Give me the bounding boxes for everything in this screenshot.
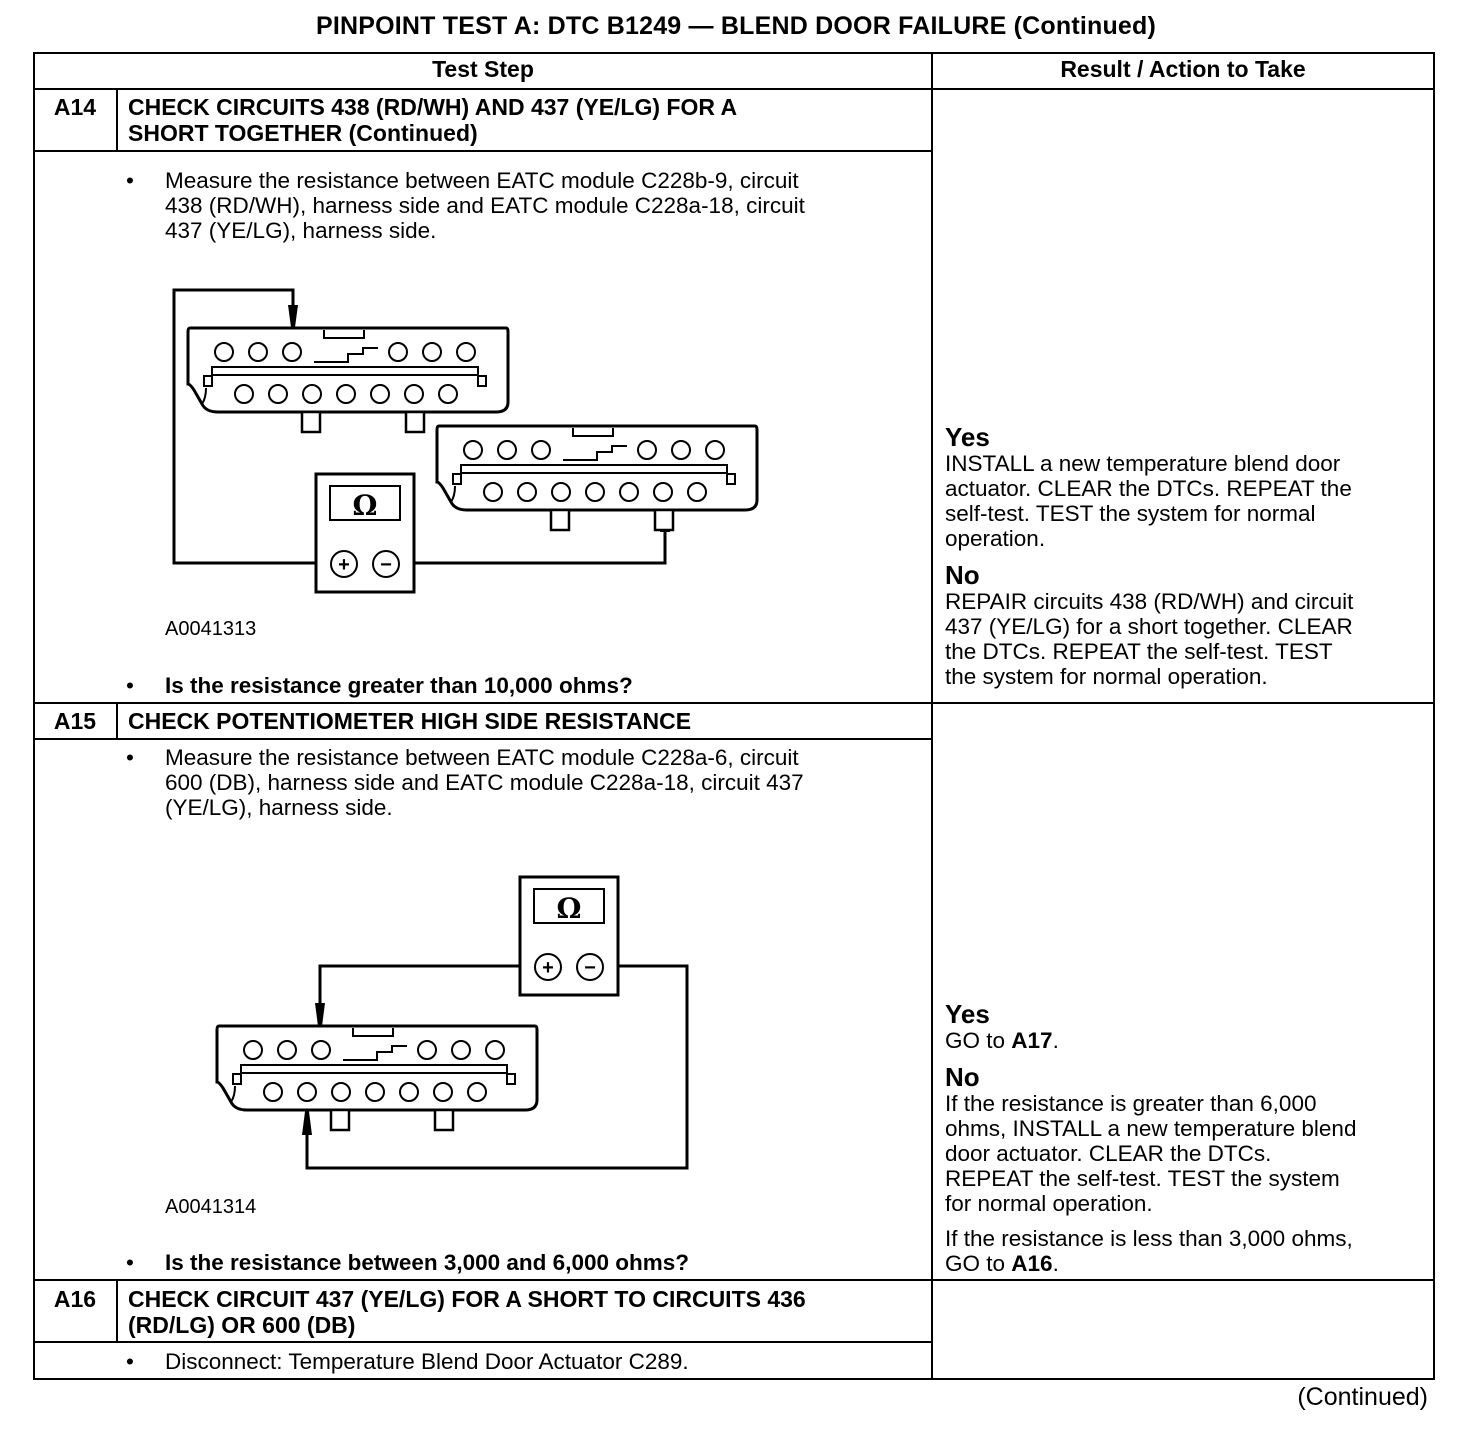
instruction-line: (YE/LG), harness side.: [165, 795, 393, 820]
result-line: the system for normal operation.: [945, 664, 1268, 689]
step-title-line: CHECK CIRCUIT 437 (YE/LG) FOR A SHORT TO CIRCUITS 436: [128, 1286, 806, 1312]
question-text: Is the resistance greater than 10,000 ohms?: [165, 673, 633, 698]
ohm-symbol: Ω: [556, 892, 582, 925]
step-id-a16: A16: [53, 1286, 97, 1312]
step-title-line: CHECK POTENTIOMETER HIGH SIDE RESISTANCE: [128, 708, 692, 734]
result-line: 437 (YE/LG) for a short together. CLEAR: [945, 614, 1353, 639]
instruction-line: Measure the resistance between EATC module C228a-6, circuit: [165, 745, 799, 770]
figure-label-a14: A0041313: [165, 618, 257, 640]
bullet-icon: •: [126, 1349, 134, 1374]
question-text: Is the resistance between 3,000 and 6,000 ohms?: [165, 1250, 689, 1275]
result-line: REPEAT the self-test. TEST the system: [945, 1166, 1340, 1191]
header-result: Result / Action to Take: [1060, 56, 1306, 82]
go-to-text: GO to: [945, 1028, 1012, 1053]
punctuation: .: [1052, 1251, 1059, 1276]
step-title-line: (RD/LG) OR 600 (DB): [128, 1312, 356, 1338]
step-id-a14: A14: [53, 94, 97, 120]
minus-terminal-icon: −: [380, 554, 392, 576]
yes-label: Yes: [945, 422, 990, 452]
test-lead: [402, 513, 665, 563]
connector-c228a: [437, 426, 757, 530]
step-title-line: CHECK CIRCUITS 438 (RD/WH) AND 437 (YE/LG) FOR A: [128, 94, 738, 120]
punctuation: .: [1052, 1028, 1059, 1053]
continued-note: (Continued): [1297, 1383, 1428, 1411]
plus-terminal-icon: +: [542, 957, 554, 979]
result-line: If the resistance is less than 3,000 ohms,: [945, 1226, 1353, 1251]
diagram-a15: [217, 877, 687, 1168]
connector-c228a: [217, 1026, 537, 1130]
bullet-icon: •: [126, 745, 134, 770]
result-line: for normal operation.: [945, 1191, 1153, 1216]
result-line: REPAIR circuits 438 (RD/WH) and circuit: [945, 589, 1354, 614]
no-label: No: [945, 1062, 980, 1092]
instruction-line: 438 (RD/WH), harness side and EATC module C228a-18, circuit: [165, 193, 805, 218]
step-reference: A16: [1011, 1251, 1053, 1276]
bullet-icon: •: [126, 673, 134, 698]
yes-label: Yes: [945, 999, 990, 1029]
test-lead: [320, 966, 534, 1025]
header-test-step: Test Step: [432, 56, 534, 82]
result-line: INSTALL a new temperature blend door: [945, 451, 1341, 476]
result-line: door actuator. CLEAR the DTCs.: [945, 1141, 1272, 1166]
bullet-icon: •: [126, 1250, 134, 1275]
bullet-icon: •: [126, 168, 134, 193]
instruction-line: Measure the resistance between EATC module C228b-9, circuit: [165, 168, 799, 193]
step-id-a15: A15: [53, 708, 97, 734]
result-line: actuator. CLEAR the DTCs. REPEAT the: [945, 476, 1352, 501]
no-label: No: [945, 560, 980, 590]
ohm-symbol: Ω: [352, 489, 378, 522]
instruction-line: Disconnect: Temperature Blend Door Actuator C289.: [165, 1349, 689, 1374]
instruction-line: 437 (YE/LG), harness side.: [165, 218, 437, 243]
go-to-text: GO to: [945, 1251, 1012, 1276]
diagram-a14: [174, 290, 757, 592]
figure-label-a15: A0041314: [165, 1196, 257, 1218]
result-line: ohms, INSTALL a new temperature blend: [945, 1116, 1357, 1141]
plus-terminal-icon: +: [338, 554, 350, 576]
minus-terminal-icon: −: [584, 957, 596, 979]
result-line: If the resistance is greater than 6,000: [945, 1091, 1317, 1116]
step-title-line: SHORT TOGETHER (Continued): [128, 120, 478, 146]
connector-c228b: [188, 328, 508, 432]
instruction-line: 600 (DB), harness side and EATC module C228a-18, circuit 437: [165, 770, 804, 795]
result-line: the DTCs. REPEAT the self-test. TEST: [945, 639, 1333, 664]
step-reference: A17: [1011, 1028, 1053, 1053]
result-line: self-test. TEST the system for normal: [945, 501, 1316, 526]
result-line: operation.: [945, 526, 1046, 551]
page-title: PINPOINT TEST A: DTC B1249 — BLEND DOOR FAILURE (Continued): [315, 12, 1157, 40]
